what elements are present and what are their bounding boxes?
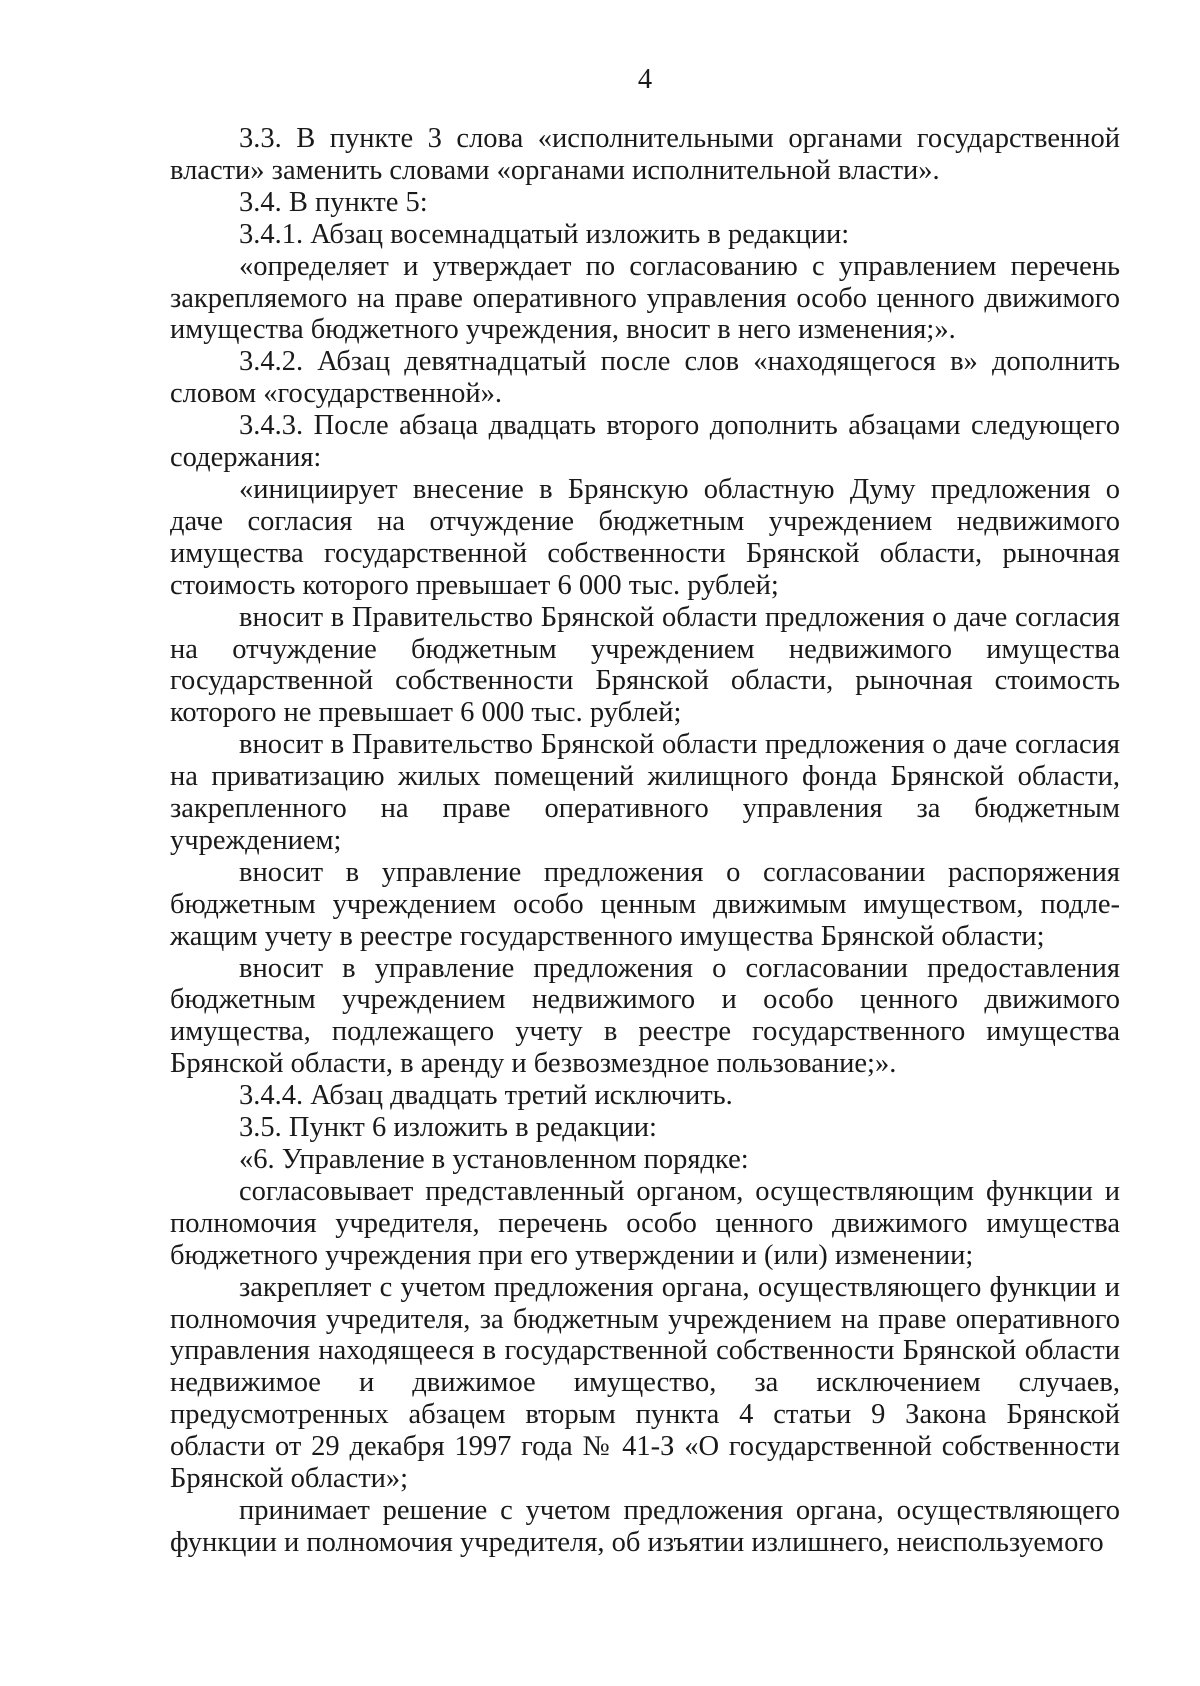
- paragraph-item-6: «6. Управление в установленном порядке:: [239, 1144, 749, 1175]
- paragraph-3-4: 3.4. В пункте 5:: [239, 186, 428, 218]
- paragraph-3-5: 3.5. Пункт 6 изложить в редакции:: [239, 1112, 657, 1144]
- page-number: 4: [637, 64, 653, 95]
- paragraph-approves-list: согласовывает представленный органом, осуществляющим функции и полномочия учредителя, перечень особо ценного движимого имущества бюджетного учреждения при его утверждении и (или) изменении;: [170, 1175, 1120, 1271]
- paragraph-3-3: 3.3. В пункте 3 слова «исполнительными органами государственной власти» заменить словами «органами исполнительной власти».: [170, 123, 1120, 186]
- paragraph-assigns-property: закрепляет с учетом предложения органа, осуществляющего функции и полномочия учредителя, за бюджетным учреждением на праве оперативного управления находящееся в государственной собственности Брянской области недвижимое и движимое имущество, за исключением случаев, предусмотренных абзацем вторым пункта 4 статьи 9 Закона Брянской области от 29 декабря 1997 года № 41-З «О государственной собственности Брянской области»;: [170, 1271, 1120, 1495]
- paragraph-decides-withdrawal: принимает решение с учетом предложения органа, осуществляющего функции и полномочия учредителя, об изъятии излишнего, неиспользуемого: [170, 1494, 1120, 1558]
- paragraph-quote-determines: «определяет и утверждает по согласованию с управлением перечень закрепляемого на праве оперативного управления особо ценного движимого имущества бюджетного учреждения, вносит в него изменения;».: [170, 250, 1120, 346]
- paragraph-submits-lease: вносит в управление предложения о согласовании предоставления бюджетным учреждением недвижимого и особо ценного движимого имущества, подлежащего учету в реестре государственного имущества Брянской области, в аренду и безвозмездное пользование;».: [170, 952, 1120, 1080]
- paragraph-initiates: «инициирует внесение в Брянскую областную Думу предложения о даче согласия на отчуждение бюджетным учреждением недвижимого имущества государственной собственности Брянской области, рыночная стоимость которого превышает 6 000 тыс. рублей;: [170, 473, 1120, 601]
- paragraph-submits-disposal: вносит в управление предложения о согласовании распоряжения бюджетным учреждением особо ценным движимым имуществом, подлежащим учету в реестре государственного имущества Брянской области;: [170, 856, 1120, 952]
- paragraph-submits-alienation: вносит в Правительство Брянской области предложения о даче согласия на отчуждение бюджетным учреждением недвижимого имущества государственной собственности Брянской области, рыночная стоимость которого не превышает 6 000 тыс. рублей;: [170, 601, 1120, 729]
- document-page: [170, 64, 1120, 1559]
- paragraph-3-4-3: 3.4.3. После абзаца двадцать второго дополнить абзацами следующего содержания:: [170, 410, 1120, 474]
- paragraph-3-4-1: 3.4.1. Абзац восемнадцатый изложить в редакции:: [239, 218, 850, 250]
- paragraph-3-4-4: 3.4.4. Абзац двадцать третий исключить.: [239, 1080, 733, 1112]
- paragraph-submits-privatization: вносит в Правительство Брянской области предложения о даче согласия на приватизацию жилых помещений жилищного фонда Брянской области, закрепленного на праве оперативного управления за бюджетным учреждением;: [170, 729, 1120, 856]
- paragraph-3-4-2: 3.4.2. Абзац девятнадцатый после слов «находящегося в» дополнить словом «государственной».: [170, 346, 1120, 410]
